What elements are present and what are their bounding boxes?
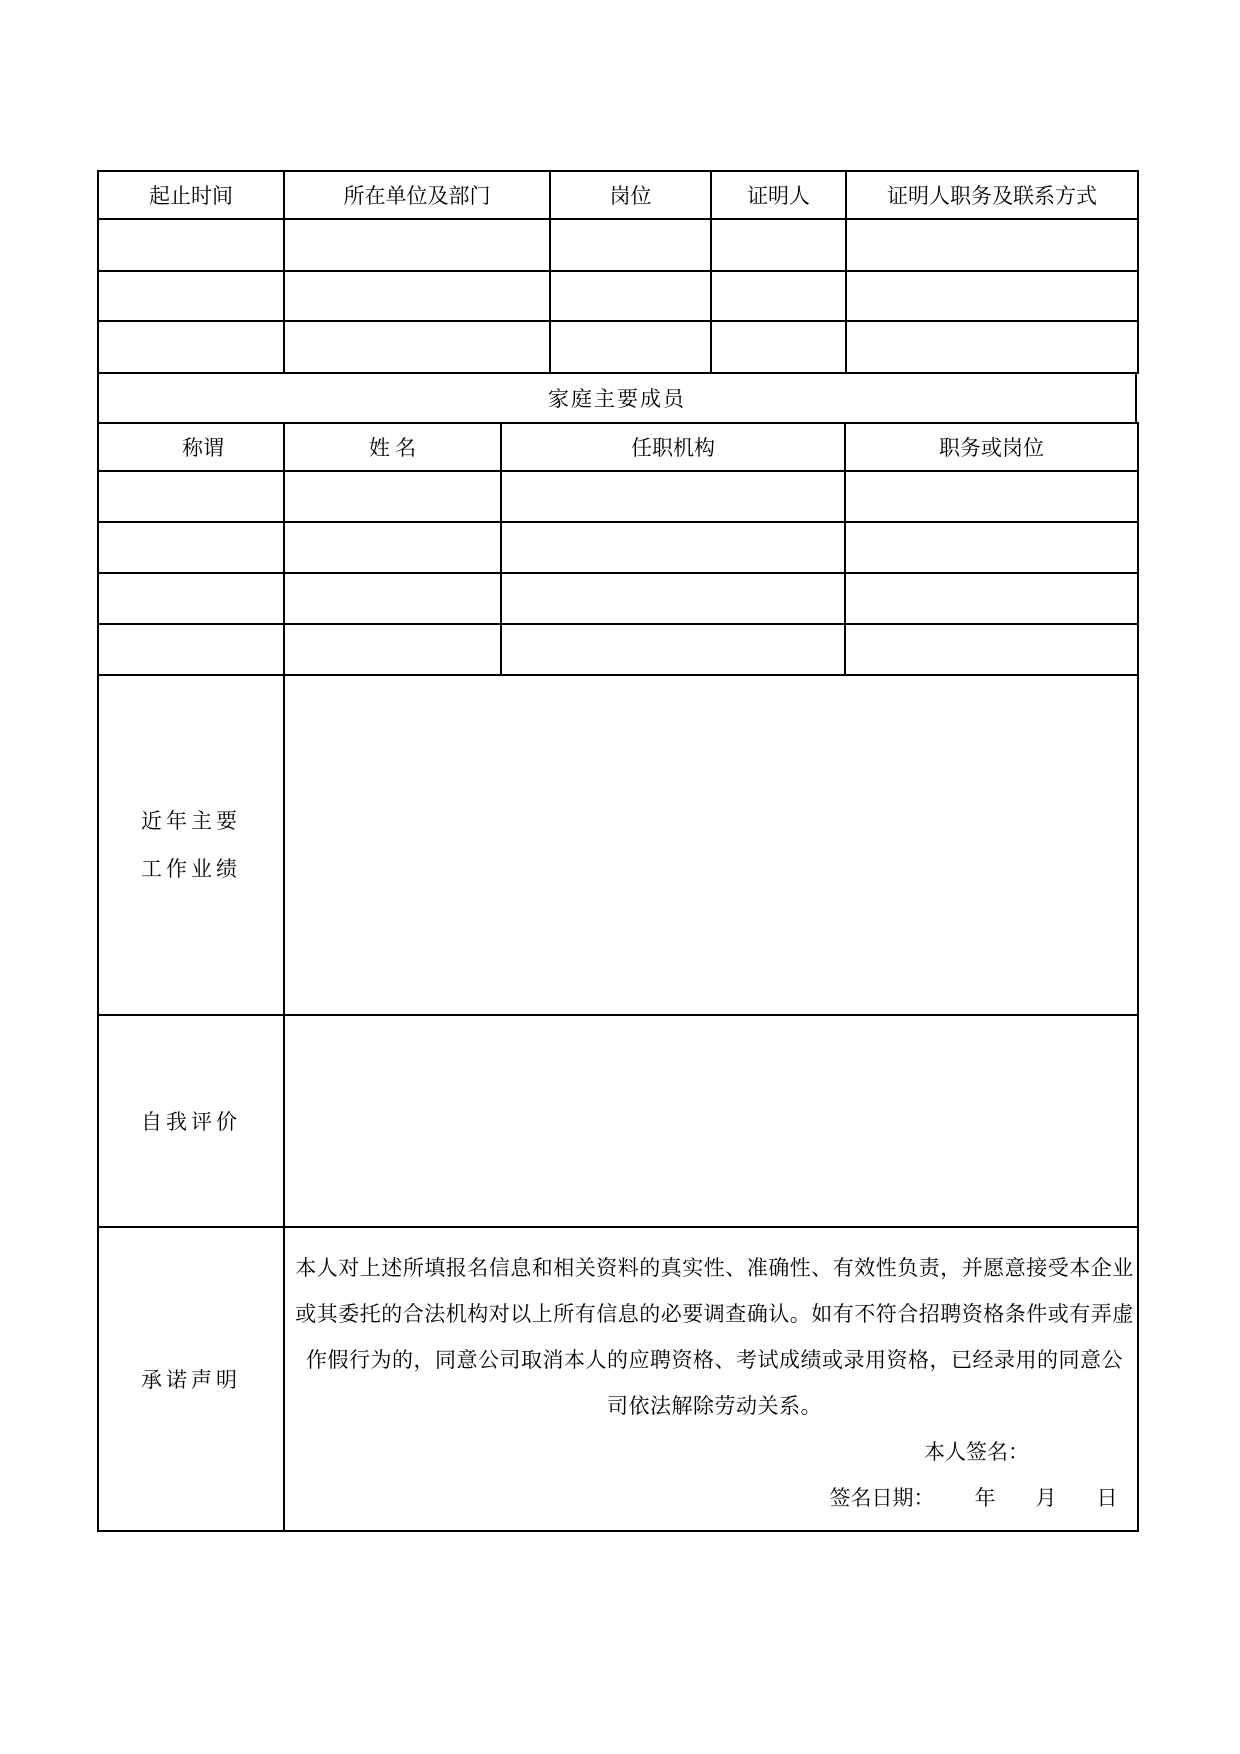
empty-cell xyxy=(711,321,846,373)
work-history-empty-row xyxy=(98,271,1138,321)
empty-cell xyxy=(284,471,501,522)
empty-cell xyxy=(550,271,711,321)
empty-cell xyxy=(284,624,501,675)
achievements-label-line1: 近年主要 xyxy=(141,809,241,833)
large-sections-table xyxy=(97,674,1139,1532)
empty-cell xyxy=(284,321,550,373)
achievements-content-cell xyxy=(284,675,1138,1015)
empty-cell xyxy=(98,573,284,624)
declaration-row xyxy=(98,1227,1138,1531)
empty-cell xyxy=(98,219,284,271)
family-empty-row xyxy=(98,573,1138,624)
empty-cell xyxy=(711,219,846,271)
empty-cell xyxy=(98,471,284,522)
empty-cell xyxy=(98,321,284,373)
signature-date-line xyxy=(292,1475,1137,1521)
family-section-band xyxy=(97,372,1137,424)
work-header-reference-contact: 证明人职务及联系方式 xyxy=(846,171,1138,219)
signature-line xyxy=(292,1429,1137,1475)
year-label: 年 xyxy=(974,1486,996,1510)
self-evaluation-label: 自我评价 xyxy=(98,1015,284,1227)
work-history-table xyxy=(97,170,1139,374)
empty-cell xyxy=(845,624,1138,675)
empty-cell xyxy=(550,219,711,271)
declaration-content-cell xyxy=(284,1227,1138,1531)
empty-cell xyxy=(845,471,1138,522)
empty-cell xyxy=(98,271,284,321)
family-header-position: 职务或岗位 xyxy=(845,423,1138,471)
declaration-line: 或其委托的合法机构对以上所有信息的必要调查确认。如有不符合招聘资格条件或有弄虚 xyxy=(295,1302,1134,1326)
empty-cell xyxy=(501,624,845,675)
family-empty-row xyxy=(98,471,1138,522)
family-empty-row xyxy=(98,624,1138,675)
achievements-label-line2: 工作业绩 xyxy=(141,857,241,881)
work-header-position: 岗位 xyxy=(550,171,711,219)
empty-cell xyxy=(550,321,711,373)
empty-cell xyxy=(284,219,550,271)
declaration-label: 承诺声明 xyxy=(98,1227,284,1531)
declaration-line: 作假行为的，同意公司取消本人的应聘资格、考试成绩或录用资格，已经录用的同意公 xyxy=(306,1348,1123,1372)
family-header-row xyxy=(98,423,1138,471)
self-evaluation-content-cell xyxy=(284,1015,1138,1227)
signature-label: 本人签名： xyxy=(924,1440,1029,1464)
empty-cell xyxy=(284,271,550,321)
empty-cell xyxy=(846,219,1138,271)
empty-cell xyxy=(501,573,845,624)
empty-cell xyxy=(98,624,284,675)
empty-cell xyxy=(845,522,1138,573)
empty-cell xyxy=(845,573,1138,624)
empty-cell xyxy=(846,271,1138,321)
application-form xyxy=(97,170,1137,1532)
family-members-table xyxy=(97,422,1139,676)
empty-cell xyxy=(711,271,846,321)
self-evaluation-row xyxy=(98,1015,1138,1227)
work-header-employer: 所在单位及部门 xyxy=(284,171,550,219)
work-header-period: 起止时间 xyxy=(98,171,284,219)
family-header-organization: 任职机构 xyxy=(501,423,845,471)
work-header-reference: 证明人 xyxy=(711,171,846,219)
empty-cell xyxy=(284,522,501,573)
day-label: 日 xyxy=(1096,1486,1118,1510)
declaration-line: 本人对上述所填报名信息和相关资料的真实性、准确性、有效性负责，并愿意接受本企业 xyxy=(295,1256,1134,1280)
work-history-empty-row xyxy=(98,321,1138,373)
achievements-row xyxy=(98,675,1138,1015)
declaration-line: 司依法解除劳动关系。 xyxy=(607,1394,822,1418)
empty-cell xyxy=(98,522,284,573)
empty-cell xyxy=(501,522,845,573)
empty-cell xyxy=(501,471,845,522)
date-label: 签名日期： xyxy=(829,1486,935,1510)
family-section-title: 家庭主要成员 xyxy=(98,373,1136,423)
empty-cell xyxy=(284,573,501,624)
work-history-empty-row xyxy=(98,219,1138,271)
empty-cell xyxy=(846,321,1138,373)
family-header-relation: 称谓 xyxy=(98,423,284,471)
family-header-name: 姓 名 xyxy=(284,423,501,471)
month-label: 月 xyxy=(1035,1486,1057,1510)
work-history-header-row xyxy=(98,171,1138,219)
achievements-label xyxy=(98,675,284,1015)
family-empty-row xyxy=(98,522,1138,573)
